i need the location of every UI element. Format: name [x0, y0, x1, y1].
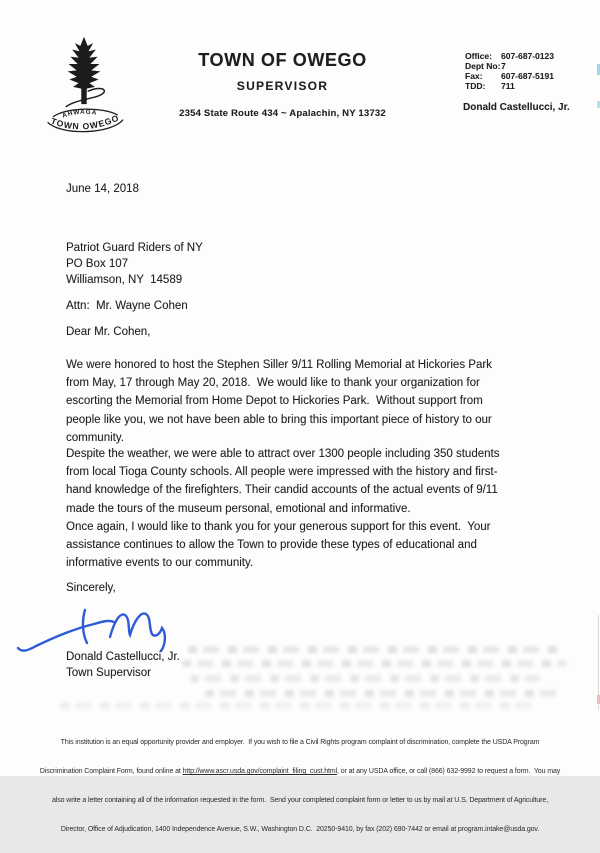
contact-info-block	[465, 51, 554, 91]
paragraph-line: Once again, I would like to thank you for your generous support for this event. Your	[66, 521, 491, 533]
logo-banner-bottom-text: TOWN OWEGO	[49, 112, 121, 132]
signer-title: Town Supervisor	[66, 667, 152, 680]
tree-icon	[68, 37, 101, 104]
scan-noise	[60, 702, 540, 709]
contact-row-office	[465, 51, 554, 61]
org-name: TOWN OF OWEGO	[198, 50, 367, 70]
logo-banner-top-text: AHWAGA	[61, 108, 98, 120]
recipient-line: PO Box 107	[66, 258, 129, 271]
recipient-line: Williamson, NY 14589	[66, 274, 183, 287]
body-paragraph-2	[66, 445, 499, 518]
salutation: Dear Mr. Cohen,	[66, 326, 151, 338]
contact-label: Fax:	[465, 71, 483, 81]
contact-row-fax	[465, 71, 554, 81]
closing-line: Sincerely,	[66, 582, 116, 594]
footer-line2-prefix: Discrimination Complaint Form, found online at	[39, 767, 183, 775]
signature-block	[66, 649, 180, 682]
contact-value: 607-687-5191	[501, 71, 554, 81]
signer-name: Donald Castellucci, Jr.	[66, 651, 180, 663]
paragraph-line: hand knowledge of the firefighters. Their candid accounts of the actual events of 9/11	[66, 484, 498, 497]
contact-row-dept	[465, 61, 554, 71]
paragraph-line: assistance continues to allow the Town to provide these types of educational and	[66, 539, 477, 552]
body-paragraph-3	[66, 518, 490, 573]
paragraph-line: made the tours of the museum personal, emotional and informative.	[66, 502, 411, 515]
footer-line2-suffix: , or at any USDA office, or call (866) 632-9992 to request a form. You may	[337, 767, 561, 775]
recipient-line: Patriot Guard Riders of NY	[66, 242, 203, 254]
org-subtitle: SUPERVISOR	[236, 79, 329, 93]
recipient-address	[66, 240, 203, 288]
contact-label: Office:	[465, 51, 492, 61]
paragraph-line: We were honored to host the Stephen Siller 9/11 Rolling Memorial at Hickories Park	[66, 359, 492, 371]
usda-complaint-url: http://www.ascr.usda.gov/complaint_filing_cust.html	[182, 767, 338, 775]
scan-noise	[188, 646, 558, 653]
body-paragraph-1	[66, 356, 492, 447]
contact-value: 7	[501, 61, 506, 71]
scan-noise	[190, 675, 540, 682]
paragraph-line: informative events to our community.	[66, 557, 254, 570]
letter-date: June 14, 2018	[66, 183, 139, 195]
signature-stroke-scrawl	[110, 613, 165, 651]
contact-value: 607-687-0123	[501, 51, 554, 61]
paragraph-line: escorting the Memorial from Home Depot to Hickories Park. Without support from	[66, 395, 483, 408]
footer-line: also write a letter containing all of the information requested in the form. Send your completed complaint form or letter to us by mail at U.S. Department of Agriculture,	[51, 796, 549, 804]
org-address: 2354 State Route 434 ~ Apalachin, NY 13732	[179, 108, 386, 119]
contact-label: TDD:	[465, 81, 486, 91]
contact-label: Dept No:	[465, 61, 501, 71]
footer-line	[20, 767, 580, 777]
paragraph-line: from local Tioga County schools. All people were impressed with the history and first-	[66, 466, 498, 479]
letterhead-official-name: Donald Castellucci, Jr.	[463, 102, 570, 113]
paragraph-line: people like you, we not have been able to bring this important piece of history to our	[66, 413, 492, 426]
paragraph-line: from May, 17 through May 20, 2018. We would like to thank your organization for	[66, 377, 480, 390]
attention-line: Attn: Mr. Wayne Cohen	[66, 300, 188, 312]
town-seal-logo	[36, 34, 132, 136]
svg-text:AHWAGA	[61, 109, 97, 120]
footer-disclaimer	[20, 719, 580, 853]
footer-line: This institution is an equal opportunity provider and employer. If you wish to file a Civil Rights program complaint of discrimination, complete the USDA Program	[60, 739, 540, 747]
scan-noise	[205, 690, 565, 697]
letterhead-org-block	[140, 50, 425, 93]
footer-line: Director, Office of Adjudication, 1400 Independence Avenue, S.W., Washington D.C. 20250-9410, by fax (202) 690-7442 or email at program.intake@usda.gov.	[60, 825, 540, 833]
paragraph-line: Despite the weather, we were able to attract over 1300 people including 350 students	[66, 448, 500, 460]
paragraph-line: community.	[66, 431, 124, 444]
contact-row-tdd	[465, 81, 554, 91]
scan-noise	[182, 660, 567, 667]
contact-value: 711	[501, 81, 515, 91]
signature-stroke-sweep	[18, 621, 114, 651]
